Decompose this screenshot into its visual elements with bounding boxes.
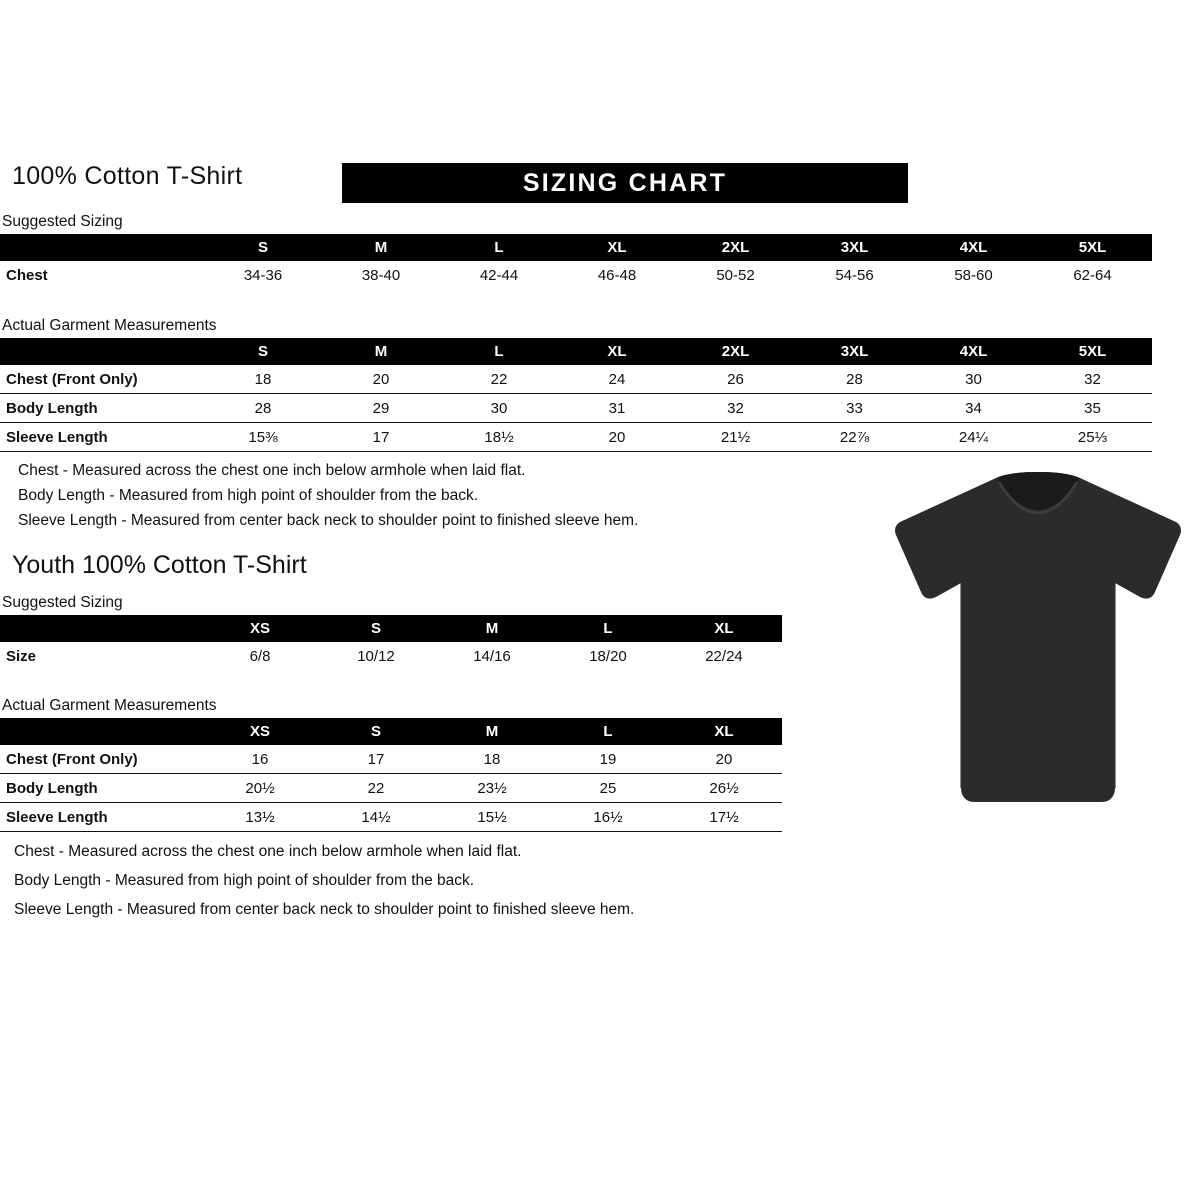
adult-measurements-table — [0, 338, 1152, 452]
adult-suggested-sizing-label: Suggested Sizing — [2, 213, 123, 230]
col-header: S — [370, 620, 381, 637]
cell-value: 33 — [795, 394, 914, 423]
cell-value: 38-40 — [361, 266, 401, 284]
col-header: M — [374, 343, 388, 360]
youth-note-sleeve-length: Sleeve Length - Measured from center back neck to shoulder point to finished sleeve hem. — [14, 901, 635, 918]
col-header: 3XL — [840, 239, 869, 256]
cell-value: 13½ — [202, 803, 318, 832]
cell-value: 24¼ — [914, 423, 1033, 452]
table-header-row — [0, 718, 782, 745]
youth-suggested-sizing-table — [0, 615, 782, 670]
col-header: M — [485, 620, 499, 637]
col-header: 3XL — [840, 343, 869, 360]
cell-value: 20 — [558, 423, 676, 452]
col-header: 2XL — [721, 343, 750, 360]
cell-value: 15⅜ — [204, 423, 322, 452]
col-header: XL — [607, 239, 627, 256]
table-row — [0, 261, 1152, 289]
sizing-chart-banner — [342, 163, 908, 203]
col-header: S — [257, 239, 268, 256]
cell-value: 31 — [558, 394, 676, 423]
col-header: 4XL — [959, 343, 988, 360]
col-header: 5XL — [1078, 343, 1107, 360]
col-header: M — [374, 239, 388, 256]
cell-value: 42-44 — [479, 266, 519, 284]
cell-value: 26 — [676, 365, 795, 394]
cell-value: 22⅞ — [795, 423, 914, 452]
youth-measurements-table — [0, 718, 782, 832]
cell-value: 35 — [1033, 394, 1152, 423]
row-label: Chest (Front Only) — [0, 365, 204, 394]
table-header-row — [0, 615, 782, 642]
cell-value: 25 — [550, 774, 666, 803]
table-row — [0, 803, 782, 832]
cell-value: 21½ — [676, 423, 795, 452]
col-header — [0, 718, 202, 745]
cell-value: 18½ — [440, 423, 558, 452]
cell-value: 14½ — [318, 803, 434, 832]
adult-note-sleeve-length: Sleeve Length - Measured from center back neck to shoulder point to finished sleeve hem. — [18, 512, 639, 529]
col-header — [0, 338, 204, 365]
table-header-row — [0, 338, 1152, 365]
row-label: Body Length — [0, 774, 202, 803]
col-header: XL — [714, 620, 734, 637]
cell-value: 17 — [318, 745, 434, 774]
adult-section-title: 100% Cotton T-Shirt — [12, 162, 243, 190]
col-header: L — [603, 723, 613, 740]
cell-value: 28 — [795, 365, 914, 394]
cell-value: 18 — [204, 365, 322, 394]
adult-suggested-sizing-table — [0, 234, 1152, 289]
cell-value: 28 — [204, 394, 322, 423]
youth-note-chest: Chest - Measured across the chest one inch below armhole when laid flat. — [14, 843, 522, 860]
row-label: Sleeve Length — [0, 803, 202, 832]
cell-value: 26½ — [666, 774, 782, 803]
table-row — [0, 642, 782, 670]
row-label: Chest (Front Only) — [0, 745, 202, 774]
col-header — [0, 234, 204, 261]
col-header: XS — [249, 620, 270, 637]
cell-value: 58-60 — [954, 266, 993, 284]
cell-value: 32 — [676, 394, 795, 423]
col-header: L — [603, 620, 613, 637]
cell-value: 24 — [558, 365, 676, 394]
cell-value: 19 — [550, 745, 666, 774]
sizing-chart-banner-text: SIZING CHART — [522, 169, 728, 197]
cell-value: 20 — [322, 365, 440, 394]
col-header: 5XL — [1078, 239, 1107, 256]
table-row — [0, 394, 1152, 423]
row-label: Sleeve Length — [0, 423, 204, 452]
table-row — [0, 423, 1152, 452]
cell-value: 18 — [434, 745, 550, 774]
adult-measurements-label: Actual Garment Measurements — [2, 317, 217, 334]
col-header: S — [370, 723, 381, 740]
cell-value: 29 — [322, 394, 440, 423]
cell-value: 54-56 — [835, 266, 874, 284]
col-header: 2XL — [721, 239, 750, 256]
youth-suggested-sizing-label: Suggested Sizing — [2, 594, 123, 611]
col-header — [0, 615, 202, 642]
cell-value: 10/12 — [357, 647, 395, 665]
cell-value: 17 — [322, 423, 440, 452]
col-header: 4XL — [959, 239, 988, 256]
cell-value: 15½ — [434, 803, 550, 832]
col-header: XL — [714, 723, 734, 740]
cell-value: 30 — [440, 394, 558, 423]
adult-note-chest: Chest - Measured across the chest one inch below armhole when laid flat. — [18, 462, 526, 479]
cell-value: 14/16 — [473, 647, 511, 665]
col-header: XS — [249, 723, 270, 740]
cell-value: 34-36 — [243, 266, 283, 284]
youth-section-title: Youth 100% Cotton T-Shirt — [12, 551, 307, 579]
cell-value: 18/20 — [589, 647, 627, 665]
cell-value: 20 — [666, 745, 782, 774]
cell-value: 6/8 — [249, 647, 271, 665]
row-label: Chest — [6, 266, 48, 284]
col-header: M — [485, 723, 499, 740]
cell-value: 30 — [914, 365, 1033, 394]
cell-value: 22 — [318, 774, 434, 803]
cell-value: 23½ — [434, 774, 550, 803]
t-shirt-illustration — [893, 470, 1183, 815]
table-row — [0, 774, 782, 803]
youth-note-body-length: Body Length - Measured from high point of shoulder from the back. — [14, 872, 475, 889]
table-row — [0, 745, 782, 774]
cell-value: 34 — [914, 394, 1033, 423]
cell-value: 22/24 — [705, 647, 743, 665]
adult-note-body-length: Body Length - Measured from high point of shoulder from the back. — [18, 487, 479, 504]
table-header-row — [0, 234, 1152, 261]
cell-value: 25⅓ — [1033, 423, 1152, 452]
col-header: L — [494, 239, 504, 256]
cell-value: 17½ — [666, 803, 782, 832]
table-row — [0, 365, 1152, 394]
cell-value: 16 — [202, 745, 318, 774]
cell-value: 62-64 — [1073, 266, 1112, 284]
col-header: S — [257, 343, 268, 360]
col-header: XL — [607, 343, 627, 360]
cell-value: 22 — [440, 365, 558, 394]
cell-value: 16½ — [550, 803, 666, 832]
cell-value: 32 — [1033, 365, 1152, 394]
youth-measurements-label: Actual Garment Measurements — [2, 697, 217, 714]
row-label: Body Length — [0, 394, 204, 423]
row-label: Size — [6, 647, 37, 665]
cell-value: 50-52 — [716, 266, 755, 284]
col-header: L — [494, 343, 504, 360]
cell-value: 46-48 — [597, 266, 637, 284]
cell-value: 20½ — [202, 774, 318, 803]
